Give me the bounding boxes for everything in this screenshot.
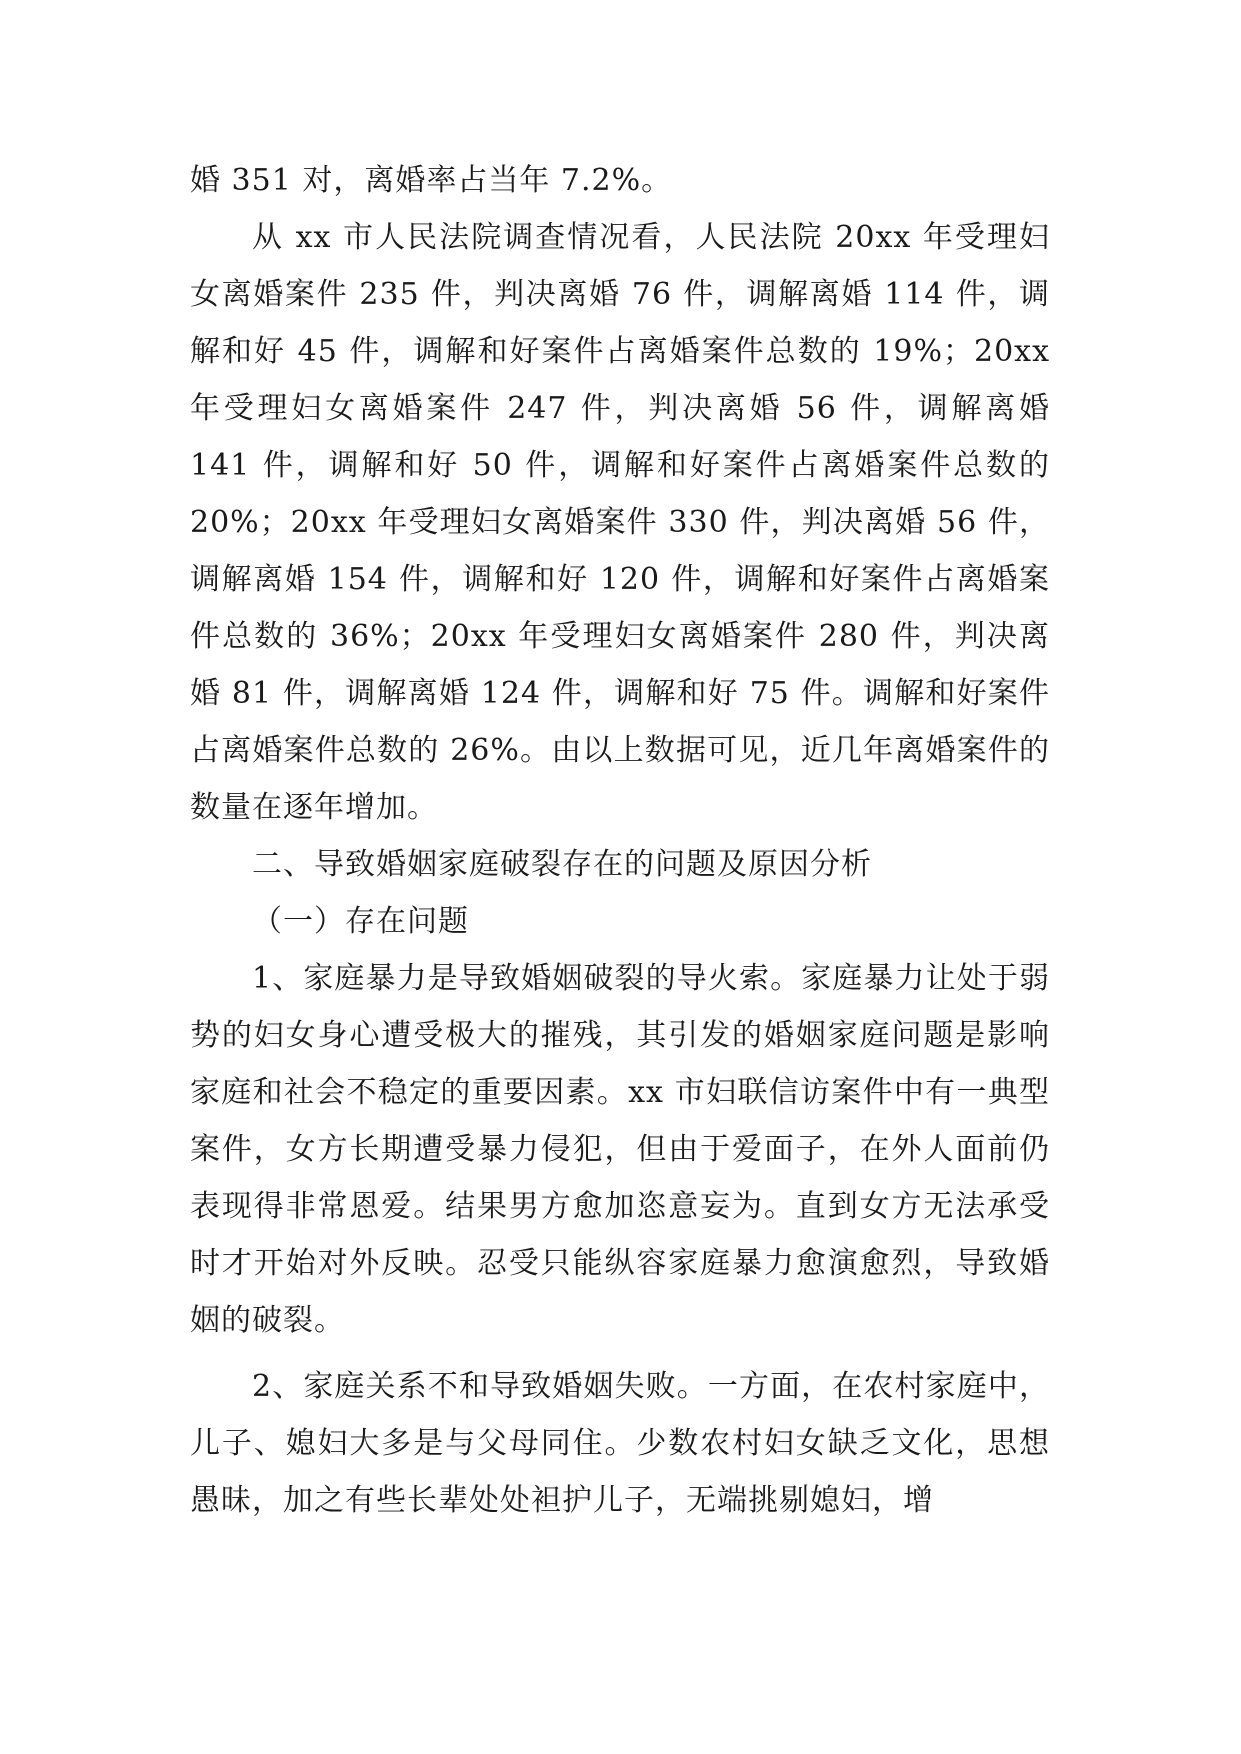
paragraph-court-statistics: 从 xx 市人民法院调查情况看，人民法院 20xx 年受理妇女离婚案件 235 件，判决离婚 76 件，调解离婚 114 件，调解和好 45 件，调解和好案件占离婚案件总数的 19%；20xx 年受理妇女离婚案件 247 件，判决离婚 56 件，调解离婚 141 件，调解和好 50 件，调解和好案件占离婚案件总数的 20%；20xx 年受理妇女离婚案件 330 件，判决离婚 56 件，调解离婚 154 件，调解和好 120 件，调解和好案件占离婚案件总数的 36%；20xx 年受理妇女离婚案件 280 件，判决离婚 81 件，调解离婚 124 件，调解和好 75 件。调解和好案件占离婚案件总数的 26%。由以上数据可见，近几年离婚案件的数量在逐年增加。	[190, 220, 1050, 825]
paragraph-spacer	[190, 1349, 1050, 1358]
document-body	[190, 152, 1050, 1529]
paragraph-family-relations: 2、家庭关系不和导致婚姻失败。一方面，在农村家庭中，儿子、媳妇大多是与父母同住。少数农村妇女缺乏文化，思想愚昧，加之有些长辈处处袒护儿子，无端挑剔媳妇，增	[190, 1369, 1050, 1518]
section-heading: 二、导致婚姻家庭破裂存在的问题及原因分析	[252, 847, 872, 882]
paragraph-continuation: 婚 351 对，离婚率占当年 7.2%。	[190, 163, 673, 198]
subsection-heading: （一）存在问题	[252, 904, 469, 939]
paragraph-domestic-violence: 1、家庭暴力是导致婚姻破裂的导火索。家庭暴力让处于弱势的妇女身心遭受极大的摧残，其引发的婚姻家庭问题是影响家庭和社会不稳定的重要因素。xx 市妇联信访案件中有一典型案件，女方长期遭受暴力侵犯，但由于爱面子，在外人面前仍表现得非常恩爱。结果男方愈加恣意妄为。直到女方无法承受时才开始对外反映。忍受只能纵容家庭暴力愈演愈烈，导致婚姻的破裂。	[190, 961, 1050, 1338]
